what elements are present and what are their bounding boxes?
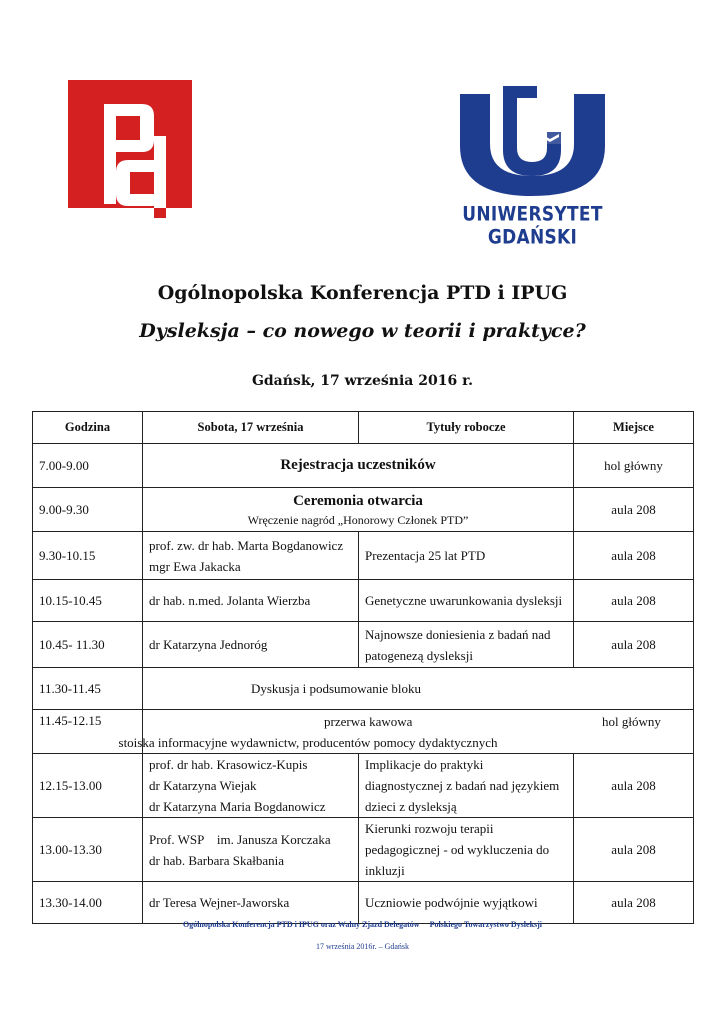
footer-society: Polskiego Towarzystwo Dysleksji: [429, 920, 543, 929]
row-sub: stoiska informacyjne wydawnictw, producentów pomocy dydaktycznych: [118, 734, 498, 750]
row-time: 9.00-9.30: [33, 488, 143, 532]
ug-logo: [425, 84, 640, 249]
talk-title: pedagogicznej - od wykluczenia do: [365, 842, 550, 857]
header-day: Sobota, 17 września: [143, 412, 359, 444]
row-main-cell: [143, 488, 574, 532]
row-place: aula 208: [574, 532, 694, 580]
row-titles: [359, 532, 574, 580]
talk-title: Genetyczne uwarunkowania dysleksji: [365, 593, 563, 608]
row-place: aula 208: [574, 580, 694, 622]
header-titles: Tytuły robocze: [359, 412, 574, 444]
talk-title: dzieci z dysleksją: [365, 799, 457, 814]
row-place: hol główny: [602, 713, 661, 729]
table-row: [33, 668, 694, 710]
row-titles: [359, 818, 574, 882]
row-time: 11.30-11.45: [33, 668, 143, 710]
talk-title: Implikacje do praktyki: [365, 757, 484, 772]
table-row: [33, 754, 694, 818]
row-titles: [359, 882, 574, 924]
header-place: Miejsce: [574, 412, 694, 444]
row-place: hol główny: [574, 444, 694, 488]
row-place: aula 208: [574, 818, 694, 882]
break-line: [149, 711, 687, 732]
speaker: dr Teresa Wejner-Jaworska: [149, 895, 290, 910]
speaker: dr Katarzyna Jednoróg: [149, 637, 268, 652]
row-time: 10.45- 11.30: [33, 622, 143, 668]
footer-line-2: 17 września 2016r. – Gdańsk: [315, 942, 410, 951]
row-speakers: [143, 622, 359, 668]
row-time: 7.00-9.00: [33, 444, 143, 488]
row-main-cell: [143, 668, 694, 710]
row-speakers: [143, 754, 359, 818]
row-titles: [359, 580, 574, 622]
row-time: 11.45-12.15: [33, 710, 143, 754]
table-row: [33, 532, 694, 580]
speaker: prof. zw. dr hab. Marta Bogdanowicz: [149, 537, 344, 553]
row-main: przerwa kawowa: [324, 713, 413, 729]
row-titles: [359, 754, 574, 818]
talk-title: Prezentacja 25 lat PTD: [365, 548, 486, 563]
table-row: [33, 444, 694, 488]
table-row: [33, 580, 694, 622]
speaker: dr hab. Barbara Skałbania: [149, 852, 285, 868]
footer-conference: Ogólnopolska Konferencja PTD i IPUG oraz Walny Zjazd Delegatów: [182, 920, 420, 929]
row-main: Rejestracja uczestników: [143, 444, 574, 488]
row-time: 9.30-10.15: [33, 532, 143, 580]
talk-title: Uczniowie podwójnie wyjątkowi: [365, 895, 538, 910]
footer-line-1: [0, 920, 725, 929]
talk-title: diagnostycznej z badań nad językiem: [365, 778, 560, 793]
row-main: Dyskusja i podsumowanie bloku: [250, 680, 422, 696]
talk-title: Najnowsze doniesienia z badań nad: [365, 626, 551, 642]
speaker: mgr Ewa Jakacka: [149, 558, 241, 574]
row-speakers: [143, 532, 359, 580]
row-time: 10.15-10.45: [33, 580, 143, 622]
table-header-row: [33, 412, 694, 444]
conference-date: Gdańsk, 17 września 2016 r.: [251, 373, 474, 389]
table-row: [33, 488, 694, 532]
speaker: Prof. WSP im. Janusza Korczaka: [149, 831, 331, 847]
row-place: aula 208: [574, 882, 694, 924]
header-time: Godzina: [33, 412, 143, 444]
table-row: [33, 882, 694, 924]
row-time: 12.15-13.00: [33, 754, 143, 818]
row-time: 13.00-13.30: [33, 818, 143, 882]
table-row: [33, 710, 694, 754]
row-sub: Wręczenie nagród „Honorowy Członek PTD”: [247, 512, 469, 527]
row-speakers: [143, 580, 359, 622]
row-place: aula 208: [574, 488, 694, 532]
talk-title: Kierunki rozwoju terapii: [365, 821, 494, 836]
ug-logo-name: UNIWERSYTET GDAŃSKI: [462, 203, 603, 249]
table-row: [33, 622, 694, 668]
row-place: aula 208: [574, 622, 694, 668]
ptd-logo: [68, 80, 192, 218]
speaker: prof. dr hab. Krasowicz-Kupis: [149, 757, 308, 772]
talk-title: inkluzji: [365, 863, 405, 878]
schedule-table: [32, 411, 694, 924]
row-time: 13.30-14.00: [33, 882, 143, 924]
conference-subtitle: Dysleksja – co nowego w teorii i praktyce?: [139, 320, 586, 342]
conference-title: Ogólnopolska Konferencja PTD i IPUG: [157, 282, 568, 304]
row-titles: [359, 622, 574, 668]
row-speakers: [143, 882, 359, 924]
table-row: [33, 818, 694, 882]
speaker: dr hab. n.med. Jolanta Wierzba: [149, 593, 311, 608]
row-speakers: [143, 818, 359, 882]
speaker: dr Katarzyna Maria Bogdanowicz: [149, 799, 326, 814]
speaker: dr Katarzyna Wiejak: [149, 778, 257, 793]
row-main: Ceremonia otwarcia: [293, 492, 423, 509]
talk-title: patogenezą dysleksji: [365, 647, 473, 663]
row-place: aula 208: [574, 754, 694, 818]
row-main-cell: [118, 710, 694, 754]
